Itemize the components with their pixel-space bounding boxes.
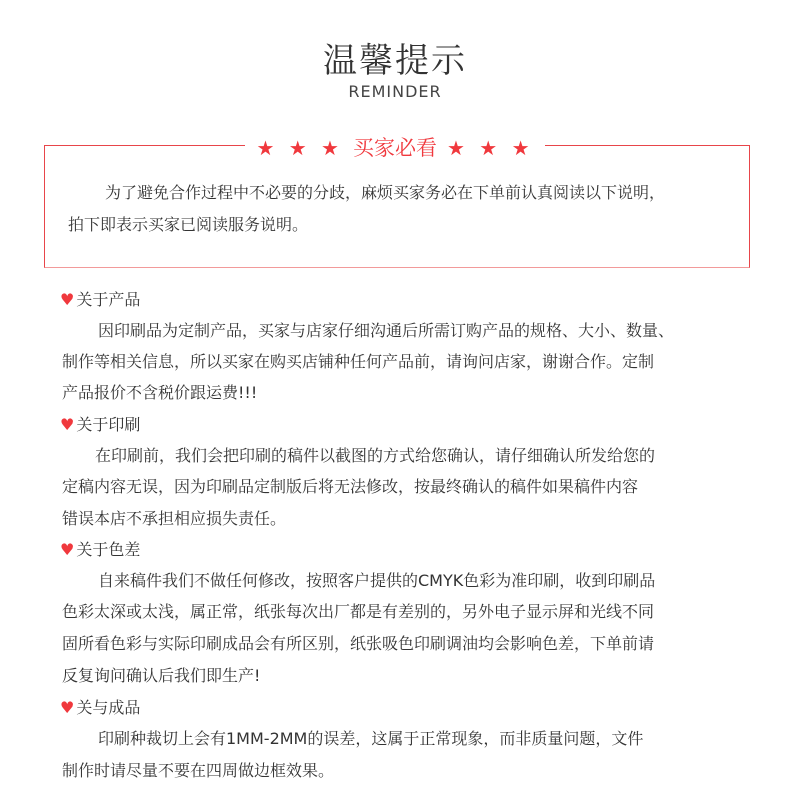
- star-icon: ★ ★ ★: [256, 136, 343, 160]
- section-heading-finished: ♥ 关与成品: [60, 698, 141, 717]
- section-heading-printing: ♥ 关于印刷: [60, 415, 141, 434]
- heart-icon: ♥: [60, 540, 75, 559]
- section-line: 在印刷前，我们会把印刷的稿件以截图的方式给您确认，请仔细确认所发给您的: [95, 446, 656, 465]
- section-line: 自来稿件我们不做任何修改，按照客户提供的CMYK色彩为准印刷，收到印刷品: [98, 571, 656, 590]
- section-line: 反复询问确认后我们即生产!: [62, 666, 261, 685]
- section-line: 制作等相关信息，所以买家在购买店铺种任何产品前，请询问店家，谢谢合作。定制: [62, 352, 655, 371]
- section-line: 固所看色彩与实际印刷成品会有所区别，纸张吸色印刷调油均会影响色差，下单前请: [62, 634, 655, 653]
- notice-box: [44, 145, 750, 268]
- heart-icon: ♥: [60, 698, 75, 717]
- section-line: 错误本店不承担相应损失责任。: [62, 509, 287, 528]
- section-line: 制作时请尽量不要在四周做边框效果。: [62, 761, 335, 780]
- section-line: 定稿内容无误，因为印刷品定制版后将无法修改，按最终确认的稿件如果稿件内容: [62, 477, 639, 496]
- section-line: 因印刷品为定制产品，买家与店家仔细沟通后所需订购产品的规格、大小、数量、: [98, 321, 675, 340]
- star-icon: ★ ★ ★: [447, 136, 534, 160]
- page-subtitle: REMINDER: [348, 82, 442, 101]
- page-title: 温馨提示: [323, 41, 467, 81]
- notice-line: 拍下即表示买家已阅读服务说明。: [68, 215, 309, 234]
- section-line: 印刷种裁切上会有1MM-2MM的误差，这属于正常现象，而非质量问题，文件: [98, 729, 644, 748]
- section-line: 产品报价不含税价跟运费!!!: [62, 383, 258, 402]
- heart-icon: ♥: [60, 415, 75, 434]
- heart-icon: ♥: [60, 290, 75, 309]
- section-line: 色彩太深或太浅，属正常，纸张每次出厂都是有差别的，另外电子显示屏和光线不同: [62, 602, 655, 621]
- notice-line: 为了避免合作过程中不必要的分歧，麻烦买家务必在下单前认真阅读以下说明，: [105, 183, 666, 202]
- section-heading-color: ♥ 关于色差: [60, 540, 141, 559]
- notice-heading-text: 买家必看: [353, 136, 437, 160]
- section-heading-product: ♥ 关于产品: [60, 290, 141, 309]
- notice-heading: [245, 132, 545, 162]
